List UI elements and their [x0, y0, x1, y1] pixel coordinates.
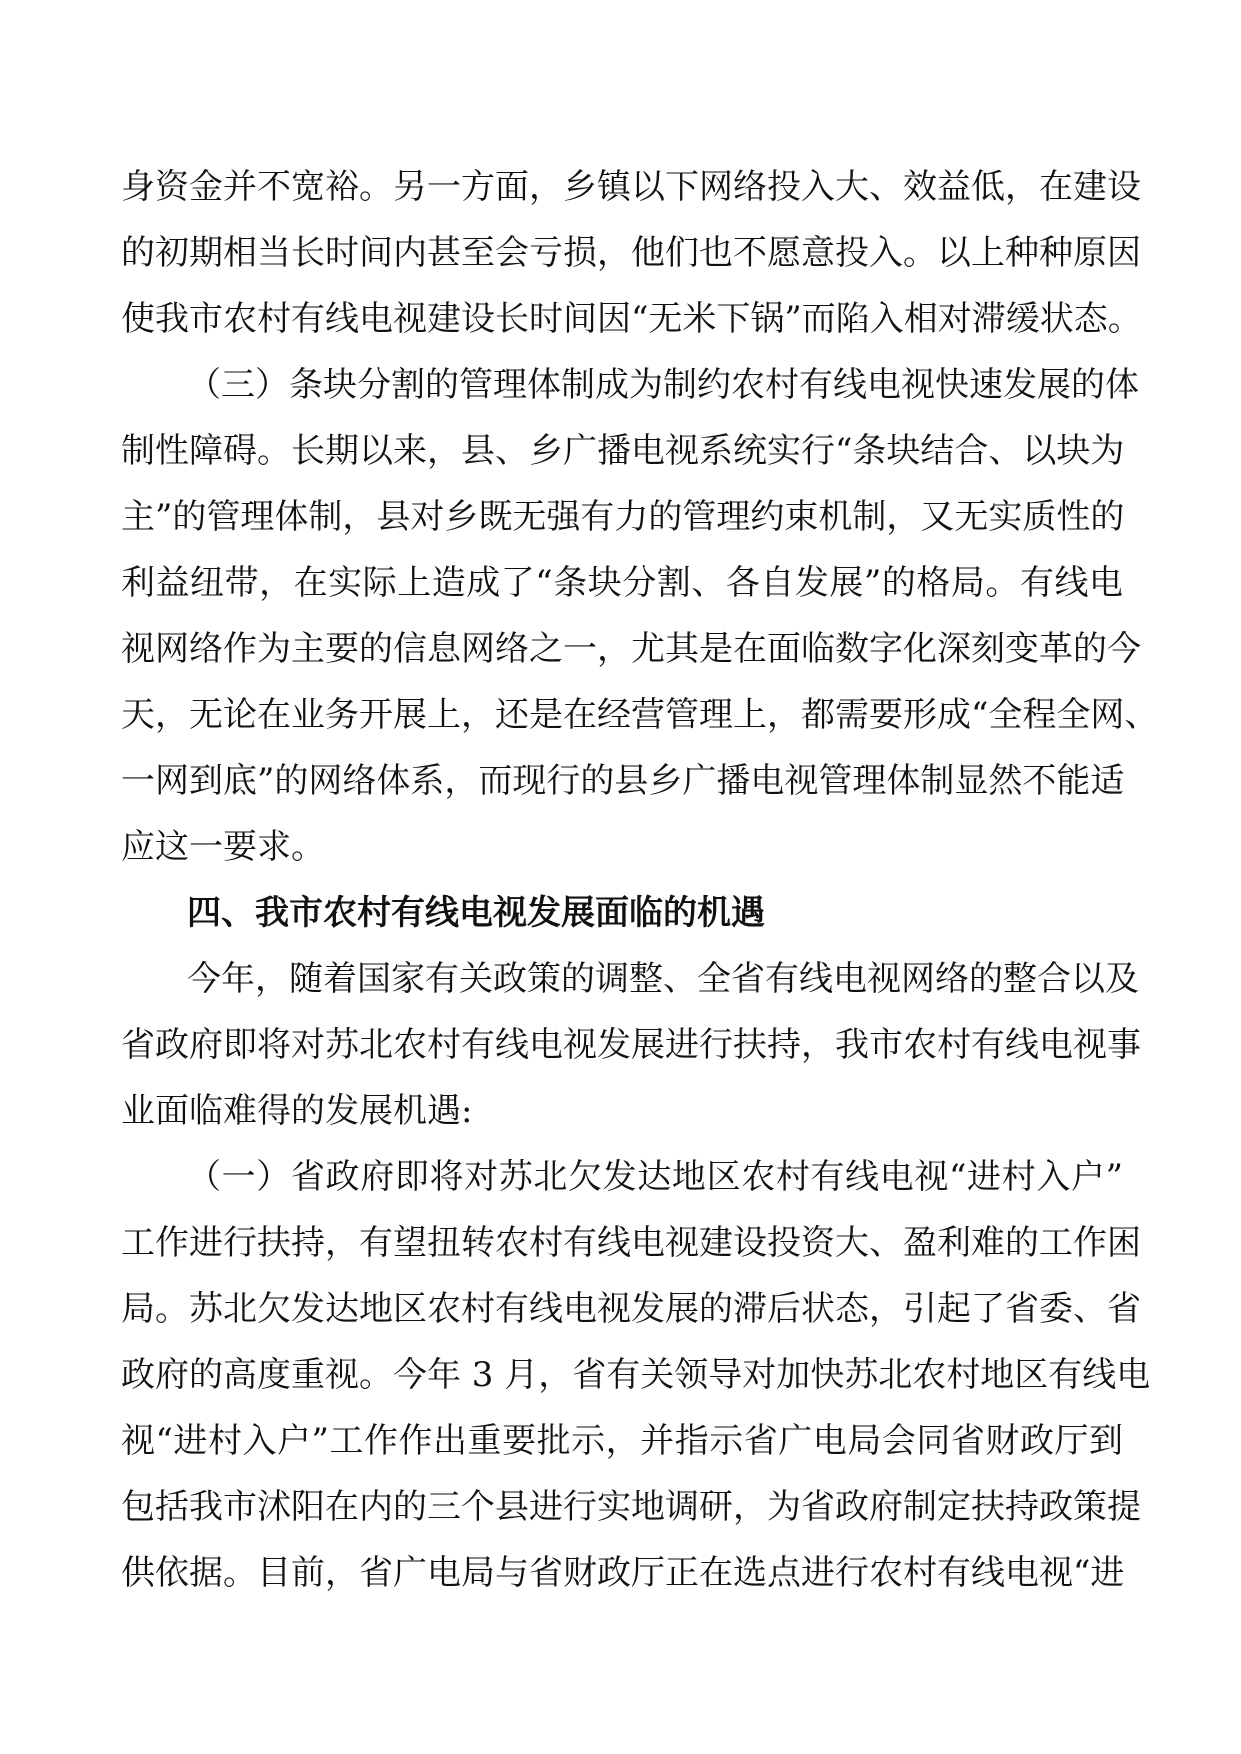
- text-line: 天，无论在业务开展上，还是在经营管理上，都需要形成“全程全网、: [121, 695, 1159, 735]
- text-line: 省政府即将对苏北农村有线电视发展进行扶持，我市农村有线电视事: [121, 1025, 1141, 1065]
- section-heading: 四、我市农村有线电视发展面临的机遇: [187, 893, 765, 933]
- text-line: 包括我市沭阳在内的三个县进行实地调研，为省政府制定扶持政策提: [121, 1487, 1141, 1527]
- text-line: 应这一要求。: [121, 827, 325, 867]
- text-line: 视“进村入户”工作作出重要批示，并指示省广电局会同省财政厅到: [121, 1421, 1123, 1461]
- text-line: 工作进行扶持，有望扭转农村有线电视建设投资大、盈利难的工作困: [121, 1223, 1141, 1263]
- text-line: 主”的管理体制，县对乡既无强有力的管理约束机制，又无实质性的: [121, 497, 1125, 537]
- text-line: 一网到底”的网络体系，而现行的县乡广播电视管理体制显然不能适: [121, 761, 1125, 801]
- text-line: 制性障碍。长期以来，县、乡广播电视系统实行“条块结合、以块为: [121, 431, 1125, 471]
- text-line: 局。苏北欠发达地区农村有线电视发展的滞后状态，引起了省委、省: [121, 1289, 1141, 1329]
- paragraph-start-line: （一）省政府即将对苏北欠发达地区农村有线电视“进村入户”: [187, 1157, 1123, 1197]
- paragraph-start-line: （三）条块分割的管理体制成为制约农村有线电视快速发展的体: [187, 365, 1139, 405]
- text-line: 供依据。目前，省广电局与省财政厅正在选点进行农村有线电视“进: [121, 1553, 1125, 1593]
- text-line: 视网络作为主要的信息网络之一，尤其是在面临数字化深刻变革的今: [121, 629, 1141, 669]
- text-line: 身资金并不宽裕。另一方面，乡镇以下网络投入大、效益低，在建设: [121, 167, 1141, 207]
- text-line: 利益纽带，在实际上造成了“条块分割、各自发展”的格局。有线电: [121, 563, 1123, 603]
- paragraph-start-line: 今年，随着国家有关政策的调整、全省有线电视网络的整合以及: [187, 959, 1139, 999]
- text-line: 的初期相当长时间内甚至会亏损，他们也不愿意投入。以上种种原因: [121, 233, 1141, 273]
- text-line: 使我市农村有线电视建设长时间因“无米下锅”而陷入相对滞缓状态。: [121, 299, 1142, 339]
- document-page: [121, 154, 1159, 1606]
- text-line: 政府的高度重视。今年 3 月，省有关领导对加快苏北农村地区有线电: [121, 1355, 1151, 1395]
- text-line: 业面临难得的发展机遇:: [121, 1091, 473, 1131]
